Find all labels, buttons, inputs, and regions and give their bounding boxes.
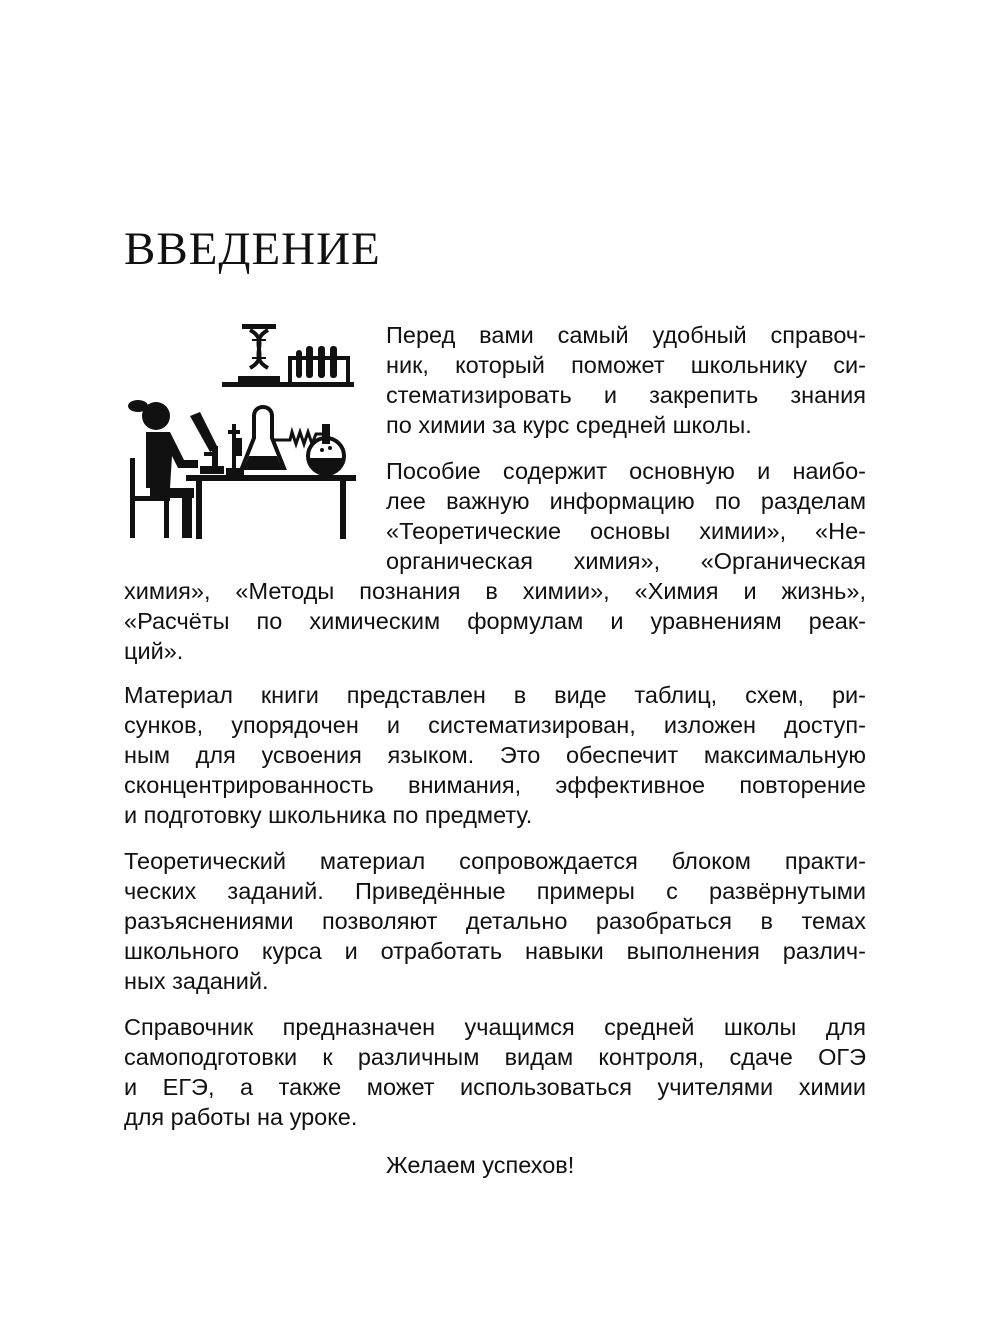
chemistry-lab-student-icon [124, 320, 364, 550]
text-line: разъяснениями позволяют детально разобраться в темах [124, 908, 866, 934]
text-line: по химии за курс средней школы. [386, 412, 752, 438]
text-line: ным для усвоения языком. Это обеспечит максимальную [124, 742, 866, 768]
text-line: самоподготовки к различным видам контроля, сдаче ОГЭ [124, 1044, 866, 1070]
text-line: «Теоретические основы химии», «Не- [386, 518, 866, 544]
text-line: Справочник предназначен учащимся средней школы для [124, 1014, 866, 1040]
intro-paragraph-4 [124, 846, 866, 996]
text-line: ческих заданий. Приведённые примеры с развёрнутыми [124, 878, 866, 904]
text-line: и ЕГЭ, а также может использоваться учителями химии [124, 1074, 866, 1100]
text-line: сконцентрированность внимания, эффективное повторение [124, 772, 866, 798]
text-line: для работы на уроке. [124, 1104, 358, 1130]
text-line: Перед вами самый удобный справоч- [386, 322, 866, 348]
text-line: Пособие содержит основную и наибо- [386, 458, 866, 484]
text-line: сунков, упорядочен и систематизирован, изложен доступ- [124, 712, 866, 738]
text-line: ник, который поможет школьнику си- [386, 352, 866, 378]
text-line: Теоретический материал сопровождается блоком практи- [124, 848, 866, 874]
intro-paragraph-2-continued [124, 576, 866, 666]
text-line: ций». [124, 638, 184, 664]
text-line: и подготовку школьника по предмету. [124, 802, 533, 828]
text-line: ных заданий. [124, 968, 269, 994]
text-line: химия», «Методы познания в химии», «Химия и жизнь», [124, 578, 866, 604]
text-line: лее важную информацию по разделам [386, 488, 866, 514]
text-line: Материал книги представлен в виде таблиц, схем, ри- [124, 682, 866, 708]
intro-paragraph-5 [124, 1012, 866, 1132]
text-line: «Расчёты по химическим формулам и уравнениям реак- [124, 608, 866, 634]
page-title: ВВЕДЕНИЕ [124, 223, 381, 275]
text-line: школьного курса и отработать навыки выполнения различ- [124, 938, 866, 964]
closing-wish: Желаем успехов! [386, 1152, 575, 1178]
text-line: стематизировать и закрепить знания [386, 382, 866, 408]
text-line: органическая химия», «Органическая [386, 548, 866, 574]
intro-paragraph-1 [386, 320, 866, 440]
intro-paragraph-2 [386, 456, 866, 576]
intro-paragraph-3 [124, 680, 866, 830]
